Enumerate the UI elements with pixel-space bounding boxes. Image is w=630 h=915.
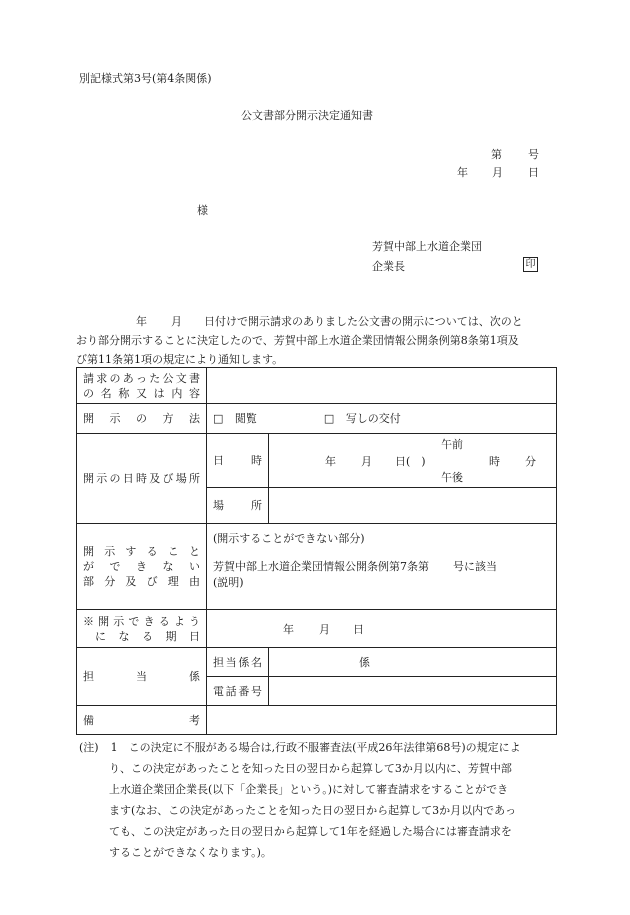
doc-number-dai: 第	[491, 148, 502, 161]
reason-law: 芳賀中部上水道企業団情報公開条例第7条第	[213, 560, 429, 573]
field-future-date[interactable]	[207, 610, 557, 648]
staff-name-suffix: 係	[359, 656, 370, 669]
body-month: 月	[171, 315, 182, 328]
reason-part-heading: (開示することができない部分)	[213, 532, 365, 545]
future-year: 年	[283, 623, 294, 636]
label-future-date-2: に な る 期 日	[95, 629, 200, 643]
form-reference: 別記様式第3号(第4条関係)	[79, 72, 212, 85]
date-day: 日	[528, 166, 539, 179]
note-text-6: することができなくなります。)。	[109, 846, 272, 859]
body-line-3: び第11条第1項の規定により通知します。	[76, 353, 284, 366]
note-text-3: 上水道企業団企業長(以下「企業長」という。)に対して審査請求をすることができ	[109, 783, 509, 796]
label-reason-1: 開 示 す る こ と	[83, 545, 200, 558]
label-place: 場 所	[207, 488, 269, 524]
row-reason	[77, 524, 557, 610]
label-future-date	[77, 610, 207, 648]
note-text-4: ます(なお、この決定があったことを知った日の翌日から起算して3か月以内であっ	[109, 804, 517, 817]
date-month: 月	[492, 166, 503, 179]
future-day: 日	[353, 623, 364, 636]
field-staff-name[interactable]	[269, 648, 557, 677]
dt-month: 月	[361, 455, 372, 468]
row-future-date	[77, 610, 557, 648]
field-place[interactable]	[269, 488, 557, 524]
label-staff-name: 担当係名	[207, 648, 269, 677]
field-method	[207, 404, 557, 434]
label-future-date-1: ※開示できるよう	[83, 614, 200, 628]
reason-law-go: 号に該当	[453, 560, 497, 573]
date-year: 年	[457, 166, 468, 179]
dt-am: 午前	[441, 438, 463, 451]
body-year: 年	[136, 315, 147, 328]
dt-year: 年	[325, 455, 336, 468]
row-staff-name	[77, 648, 557, 677]
label-document-name-1: 請求のあった公文書	[83, 371, 200, 385]
dt-hour: 時	[489, 455, 500, 468]
dt-day: 日( )	[395, 455, 426, 468]
reason-law-line	[213, 559, 550, 575]
addressee-suffix: 様	[197, 204, 208, 217]
body-line-1-text: 日付けで開示請求のありました公文書の開示については、次のと	[204, 315, 523, 328]
reason-explanation: (説明)	[213, 576, 244, 589]
label-reason-2: が で き な い	[83, 560, 200, 573]
note-text-2: り、この決定があったことを知った日の翌日から起算して3か月以内に、芳賀中部	[109, 762, 512, 775]
row-method	[77, 404, 557, 434]
note-number: 1	[110, 741, 118, 754]
field-datetime[interactable]	[269, 434, 557, 488]
issuer-title: 企業長	[372, 260, 405, 273]
row-document-name	[77, 368, 557, 404]
issuer-org: 芳賀中部上水道企業団	[372, 240, 482, 253]
label-phone: 電話番号	[207, 677, 269, 706]
body-line-2: おり部分開示することに決定したので、芳賀中部上水道企業団情報公開条例第8条第1項及	[76, 334, 519, 347]
label-datetime: 日 時	[207, 434, 269, 488]
body-text	[76, 312, 556, 369]
note-text-5: ても、この決定があった日の翌日から起算して1年を経過した場合には審査請求を	[109, 825, 512, 838]
label-staff: 担 当 係	[77, 648, 207, 706]
label-reason	[77, 524, 207, 610]
disclosure-form-table	[76, 367, 557, 735]
option-view-label: 閲覧	[234, 412, 257, 425]
checkbox-view[interactable]: □	[213, 412, 224, 425]
field-phone[interactable]	[269, 677, 557, 706]
label-method: 開 示 の 方 法	[77, 404, 207, 434]
seal-mark: 印	[523, 257, 538, 272]
document-title: 公文書部分開示決定通知書	[241, 109, 373, 122]
doc-number-go: 号	[528, 148, 539, 161]
label-document-name-2: の 名 称 又 は 内 容	[83, 386, 200, 400]
issuer-stamp	[523, 257, 538, 272]
dt-minute: 分	[525, 455, 536, 468]
body-line-1	[76, 312, 556, 331]
label-document-name	[77, 368, 207, 404]
field-document-name[interactable]	[207, 368, 557, 404]
label-datetime-place: 開示の日時及び場所	[77, 434, 207, 524]
label-reason-3: 部 分 及 び 理 由	[83, 575, 200, 588]
row-remarks	[77, 706, 557, 735]
option-copy-label: 写しの交付	[345, 412, 401, 425]
dt-pm: 午後	[441, 471, 463, 484]
field-reason[interactable]	[207, 524, 557, 610]
row-datetime	[77, 434, 557, 488]
checkbox-copy[interactable]: □	[323, 412, 335, 425]
footnote-line-1	[79, 737, 555, 758]
label-remarks: 備 考	[77, 706, 207, 735]
note-label: (注)	[79, 741, 99, 754]
field-remarks[interactable]	[207, 706, 557, 735]
note-text-1: この決定に不服がある場合は,行政不服審査法(平成26年法律第68号)の規定によ	[128, 741, 521, 754]
future-month: 月	[319, 623, 330, 636]
footnote	[79, 737, 555, 863]
